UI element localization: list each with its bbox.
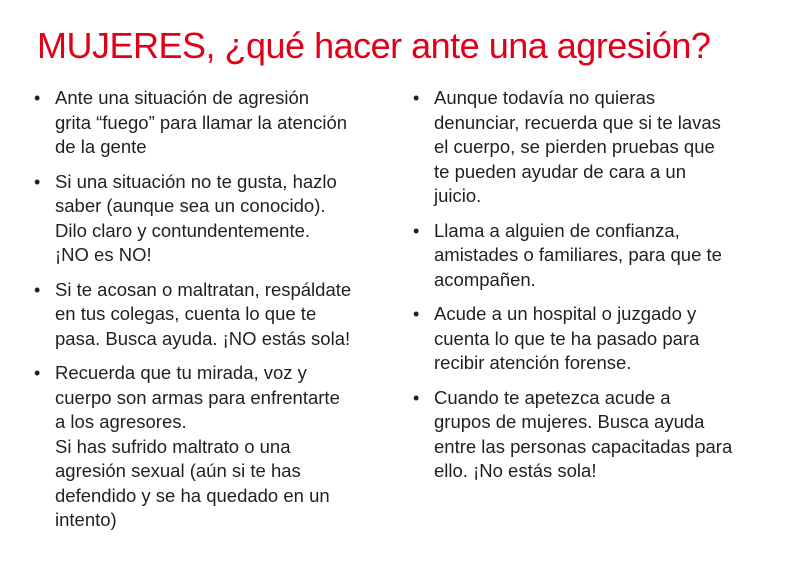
item-text-line: intento) bbox=[55, 509, 117, 530]
item-text-line: cuerpo son armas para enfrentarte bbox=[55, 386, 340, 408]
item-text-line: de la gente bbox=[55, 136, 147, 157]
item-text-line: acompañen. bbox=[434, 268, 536, 290]
item-text-line: Llama a alguien de confianza, bbox=[434, 219, 680, 241]
bullet-icon: • bbox=[34, 171, 41, 192]
item-text-line: Si has sufrido maltrato o una bbox=[55, 435, 291, 457]
list-item bbox=[34, 278, 364, 352]
item-text-line: grita “fuego” para llamar la atención bbox=[55, 111, 348, 133]
item-text-line: amistades o familiares, para que te bbox=[434, 244, 722, 265]
item-text-line: saber (aunque sea un conocido). bbox=[55, 195, 326, 216]
item-text-line: defendido y se ha quedado en un bbox=[55, 484, 330, 506]
bullet-icon: • bbox=[34, 363, 41, 383]
item-text-line: ello. ¡No estás sola! bbox=[434, 460, 597, 481]
item-text-line: a los agresores. bbox=[55, 411, 187, 432]
list-item bbox=[413, 302, 753, 376]
bullet-icon: • bbox=[34, 279, 41, 300]
item-text-line: el cuerpo, se pierden pruebas que bbox=[434, 136, 715, 157]
item-text-line: Aunque todavía no quieras bbox=[434, 87, 656, 108]
list-item bbox=[413, 86, 753, 209]
item-text-line: en tus colegas, cuenta lo que te bbox=[55, 303, 317, 324]
list-item bbox=[34, 361, 364, 533]
item-text-line: grupos de mujeres. Busca ayuda bbox=[434, 411, 705, 432]
page-title: MUJERES, ¿qué hacer ante una agresión? bbox=[37, 25, 711, 66]
item-text-line: pasa. Busca ayuda. ¡NO estás sola! bbox=[55, 327, 351, 349]
list-item bbox=[34, 170, 364, 268]
item-text-line: Si una situación no te gusta, hazlo bbox=[55, 170, 337, 192]
bullet-icon: • bbox=[34, 88, 41, 108]
item-text-line: Ante una situación de agresión bbox=[55, 87, 310, 108]
item-text-line: juicio. bbox=[434, 185, 482, 206]
item-text-line: Dilo claro y contundentemente. bbox=[55, 219, 311, 241]
bullet-icon: • bbox=[413, 220, 420, 241]
bullet-icon: • bbox=[413, 88, 420, 108]
item-text-line: cuenta lo que te ha pasado para bbox=[434, 327, 700, 349]
item-text-line: Si te acosan o maltratan, respáldate bbox=[55, 278, 352, 300]
item-text-line: recibir atención forense. bbox=[434, 352, 632, 373]
item-text-line: Acude a un hospital o juzgado y bbox=[434, 303, 697, 324]
right-column-list bbox=[413, 86, 753, 494]
bullet-icon: • bbox=[413, 387, 420, 408]
list-item bbox=[413, 219, 753, 293]
item-text-line: te pueden ayudar de cara a un bbox=[434, 160, 686, 182]
item-text-line: Recuerda que tu mirada, voz y bbox=[55, 362, 307, 383]
item-text-line: entre las personas capacitadas para bbox=[434, 435, 733, 457]
item-text-line: ¡NO es NO! bbox=[55, 244, 152, 265]
item-text-line: agresión sexual (aún si te has bbox=[55, 460, 301, 481]
item-text-line: Cuando te apetezca acude a bbox=[434, 386, 671, 408]
list-item bbox=[413, 386, 753, 484]
list-item bbox=[34, 86, 364, 160]
left-column-list bbox=[34, 86, 364, 543]
bullet-icon: • bbox=[413, 304, 420, 324]
item-text-line: denunciar, recuerda que si te lavas bbox=[434, 111, 721, 133]
